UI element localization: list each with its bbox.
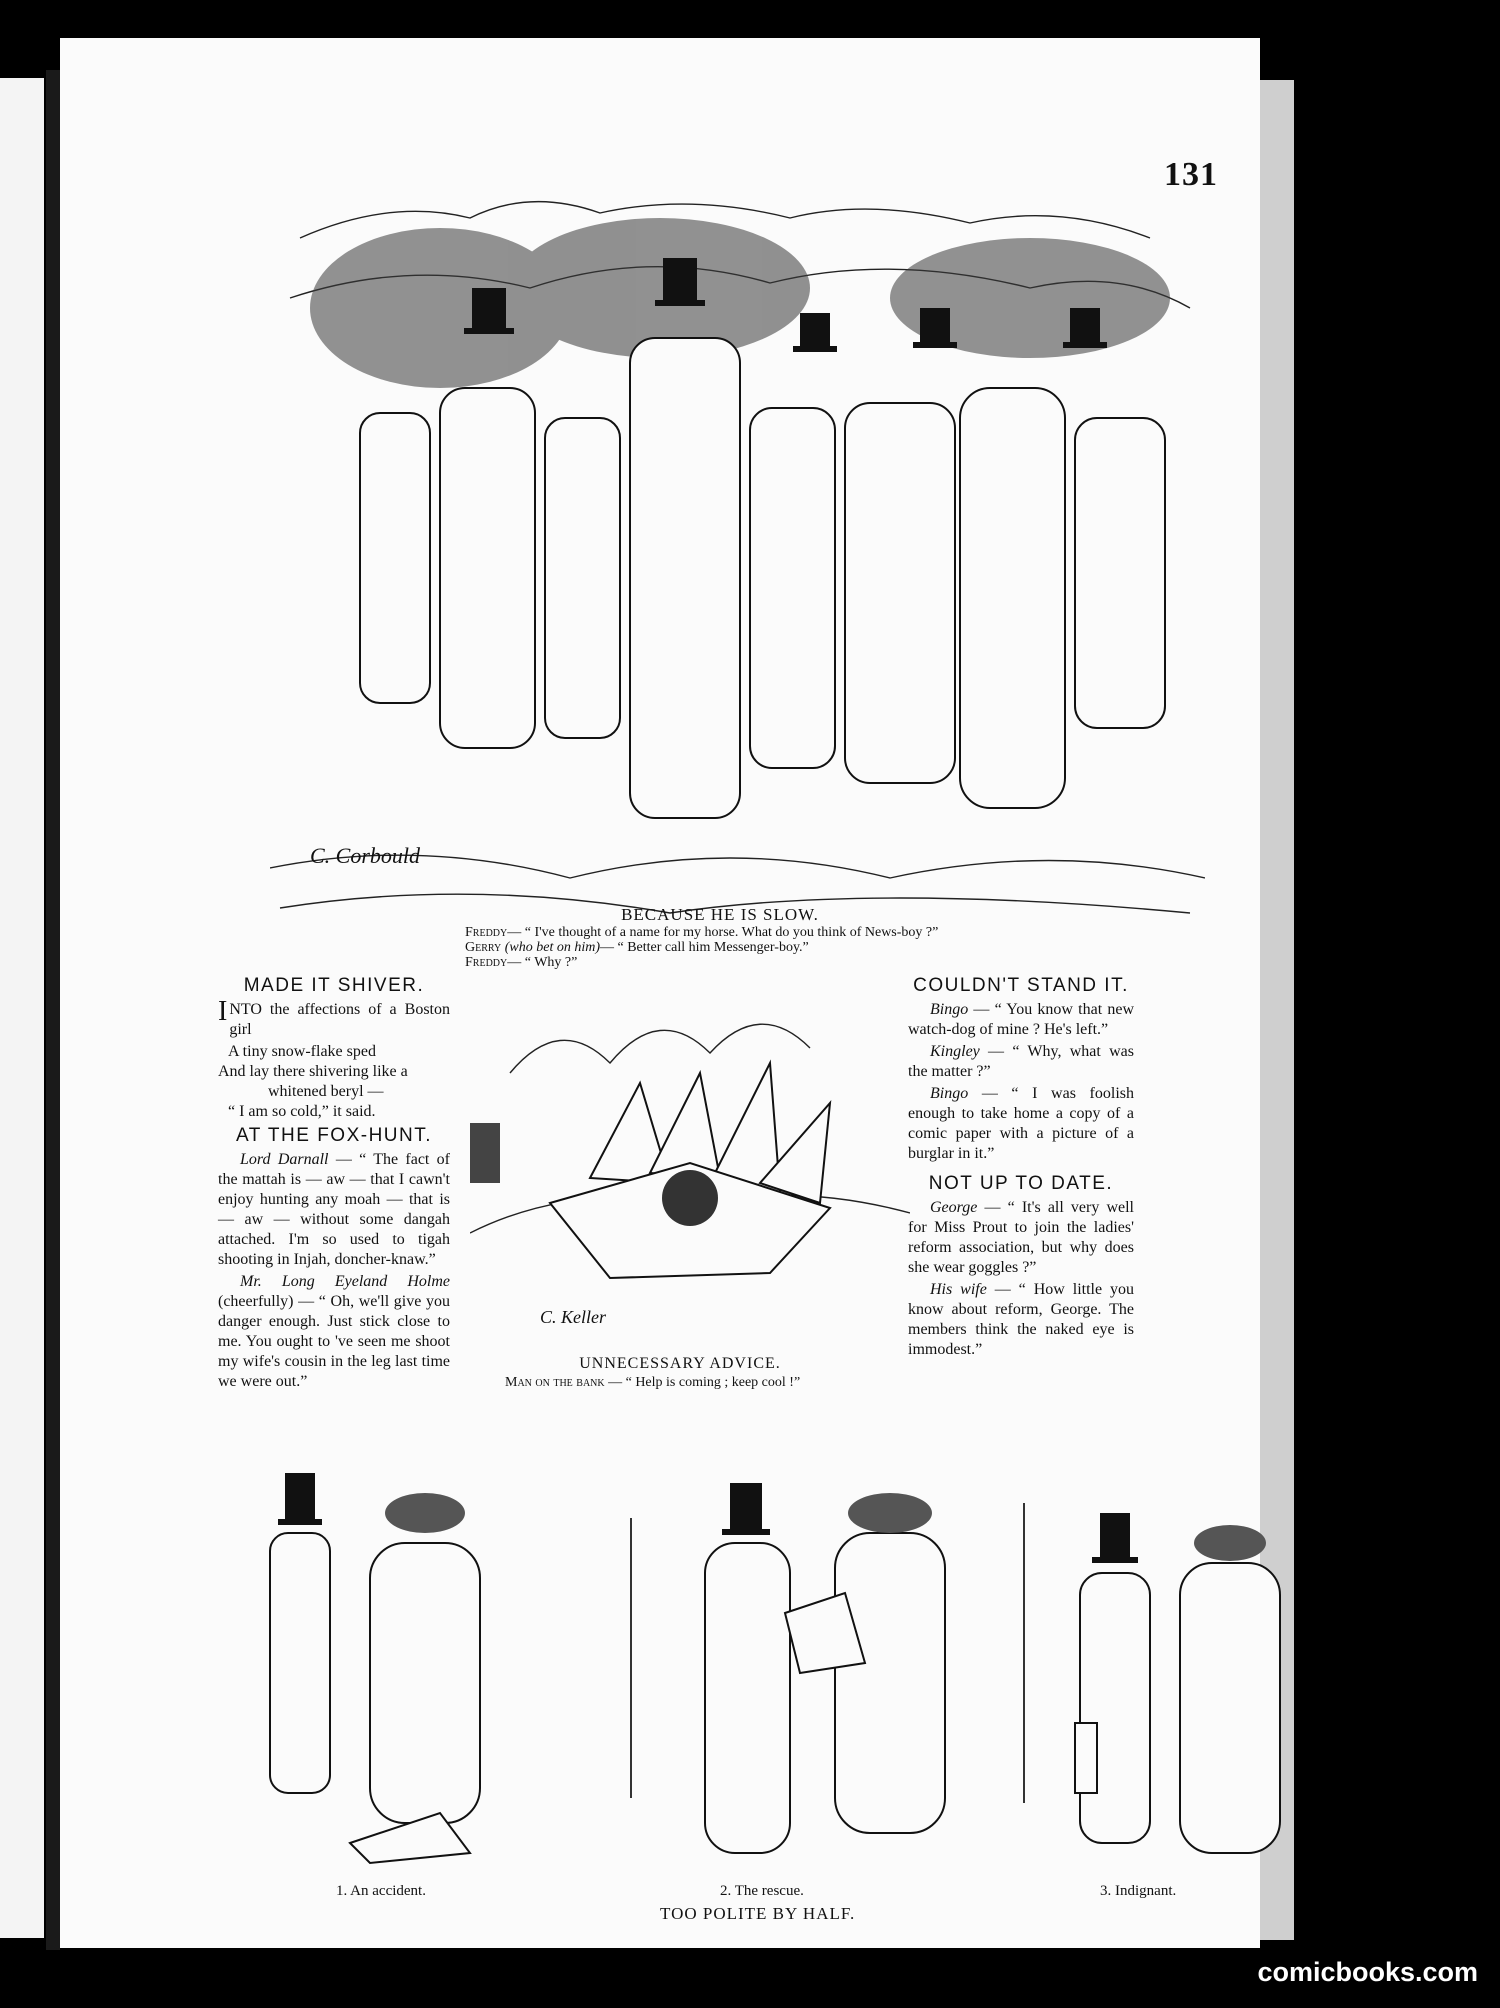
right-text-column bbox=[908, 976, 1134, 1362]
dialogue-line: Freddy— “ I've thought of a name for my horse. What do you think of News-boy ?” bbox=[465, 925, 939, 940]
panel-accident-illustration bbox=[240, 1453, 500, 1873]
fox-hunt-crowd-illustration bbox=[270, 178, 1205, 938]
page bbox=[60, 38, 1260, 1948]
top-cartoon-dialogue bbox=[465, 925, 1165, 970]
ice-hole-illustration bbox=[470, 993, 910, 1353]
previous-page-edge bbox=[0, 78, 44, 1938]
center-cartoon-title: UNNECESSARY ADVICE. bbox=[579, 1355, 781, 1372]
book-spine bbox=[46, 70, 60, 1950]
not-up-to-date-paragraph: George — “ It's all very well for Miss Prout to join the ladies' reform association, but why does she wear goggles ?” bbox=[908, 1199, 1134, 1276]
panel-indignant-illustration bbox=[1070, 1483, 1300, 1883]
center-cartoon-signature: C. Keller bbox=[540, 1307, 606, 1327]
panel-divider bbox=[630, 1518, 632, 1798]
left-text-column bbox=[218, 976, 450, 1394]
fox-hunt-heading: AT THE FOX-HUNT. bbox=[235, 1125, 433, 1146]
couldnt-stand-it-paragraph: Bingo — “ I was foolish enough to take home a copy of a comic paper with a picture of a burglar in it.” bbox=[908, 1085, 1134, 1162]
not-up-to-date-paragraph: His wife — “ How little you know about reform, George. The members think the naked eye is immodest.” bbox=[908, 1281, 1135, 1358]
fox-hunt-paragraph: Mr. Long Eyeland Holme (cheerfully) — “ Oh, we'll give you danger enough. Just stick close to me. You ought to 've seen me shoot my wife's cousin in the leg last time we were out.” bbox=[218, 1273, 450, 1390]
panel-rescue-illustration bbox=[685, 1463, 985, 1883]
couldnt-stand-it-heading: COULDN'T STAND IT. bbox=[913, 975, 1129, 996]
couldnt-stand-it-paragraph: Bingo — “ You know that new watch-dog of mine ? He's left.” bbox=[908, 1001, 1134, 1038]
top-cartoon-title: BECAUSE HE IS SLOW. bbox=[621, 905, 819, 924]
page-number: 131 bbox=[1164, 156, 1218, 193]
panel-2-caption: 2. The rescue. bbox=[720, 1883, 804, 1899]
series-title: TOO POLITE BY HALF. bbox=[660, 1904, 856, 1923]
top-cartoon-signature: C. Corbould bbox=[310, 843, 421, 868]
not-up-to-date-heading: NOT UP TO DATE. bbox=[928, 1173, 1114, 1194]
made-it-shiver-heading: MADE IT SHIVER. bbox=[243, 975, 425, 996]
site-watermark: comicbooks.com bbox=[1257, 1957, 1478, 1987]
fox-hunt-paragraph: Lord Darnall — “ The fact of the mattah is — aw — that I cawn't enjoy hunting any moah — that is — aw — without some dangah attached. I'm so used to tigah shooting in Injah, doncher-knaw.” bbox=[218, 1151, 451, 1268]
poem-body: A tiny snow-flake sped And lay there shivering like a whitened beryl — “ I am so cold,” it said. bbox=[218, 1043, 408, 1120]
poem-first-line: INTO the affections of a Boston girl bbox=[218, 996, 450, 1038]
dialogue-line: Gerry (who bet on him)— “ Better call him Messenger-boy.” bbox=[465, 940, 809, 955]
center-cartoon-dialogue: Man on the bank — “ Help is coming ; keep cool !” bbox=[505, 1375, 801, 1390]
panel-1-caption: 1. An accident. bbox=[336, 1883, 426, 1899]
dialogue-line: Freddy— “ Why ?” bbox=[465, 955, 578, 970]
panel-3-caption: 3. Indignant. bbox=[1100, 1883, 1177, 1899]
couldnt-stand-it-paragraph: Kingley — “ Why, what was the matter ?” bbox=[908, 1043, 1134, 1080]
panel-divider bbox=[1023, 1503, 1025, 1803]
